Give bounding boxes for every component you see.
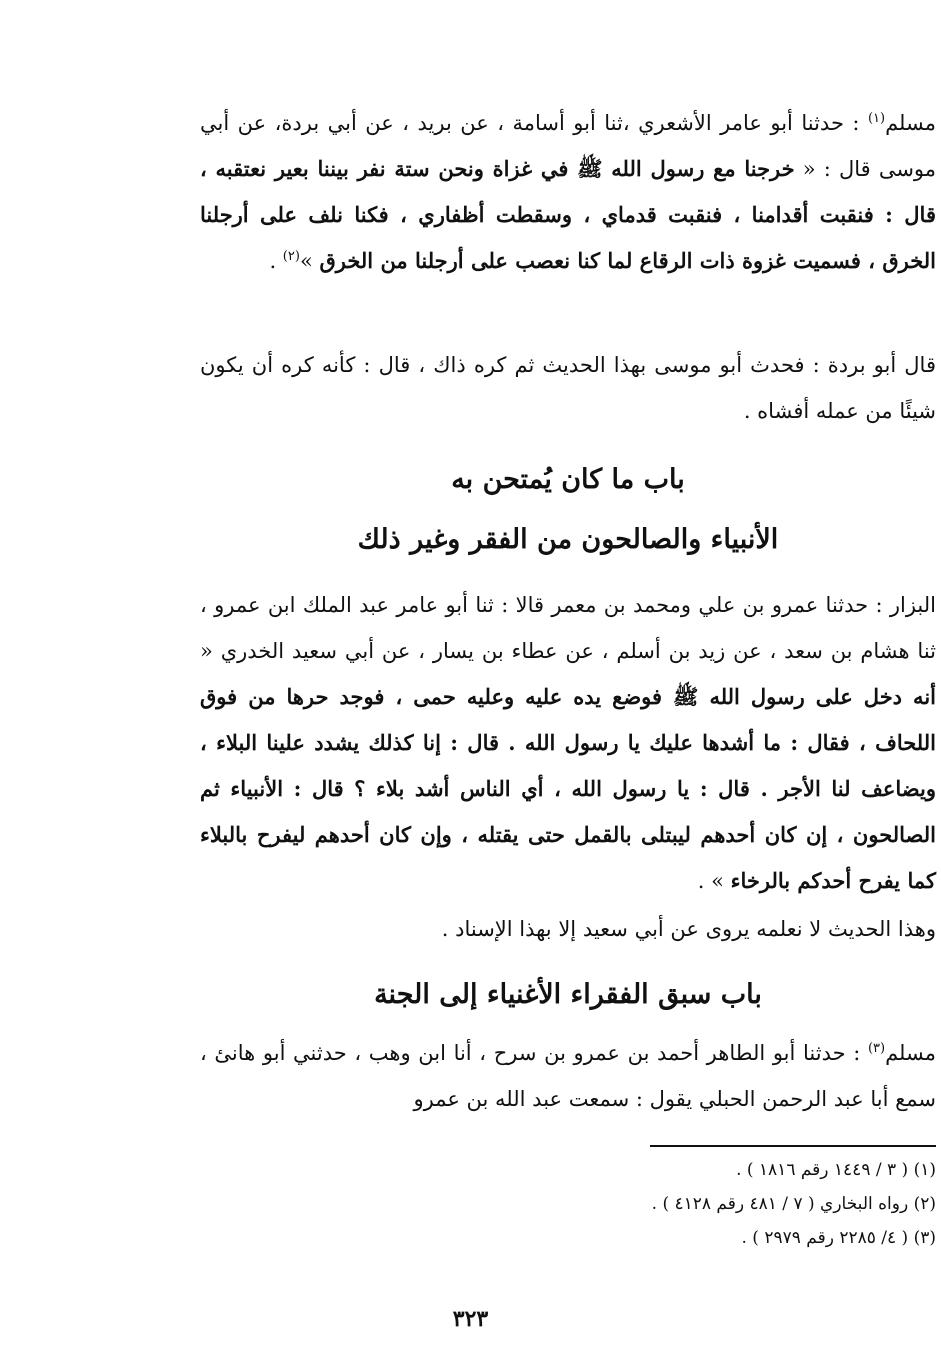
hadith-text: أنه دخل على رسول الله ﷺ فوضع يده عليه وعليه حمى ، فوجد حرها من فوق اللحاف ، فقال : ما أشدها عليك يا رسول الله . قال : إنا كذلك يشدد علينا البلاء ، ويضاعف لنا الأجر . قال : يا رسول الله ، أي الناس أشد بلاء ؟ قال : الأنبياء ثم الصالحون ، إن كان أحدهم ليبتلى بالقمل حتى يقتله ، وإن كان أحدهم ليفرح بالبلاء كما يفرح أحدكم بالرخاء <box>200 684 936 893</box>
footnote-divider <box>650 1145 936 1147</box>
paragraph-abu-burda-note <box>200 342 936 434</box>
text-run: مسلم <box>885 111 936 135</box>
text-run: . <box>269 249 283 273</box>
text-run: : حدثنا أبو عامر الأشعري ،ثنا أبو أسامة ، عن بريد ، عن أبي بردة، عن أبي موسى قال : « <box>200 111 937 181</box>
hadith-text: خرجنا مع رسول الله ﷺ في غزاة ونحن ستة نفر بيننا بعير نعتقبه ، قال : فنقبت أقدامنا ، فنقبت قدماي ، وسقطت أظفاري ، فكنا نلف على أرجلنا الخرق ، فسميت غزوة ذات الرقاع لما كنا نعصب على أرجلنا من الخرق <box>200 156 936 273</box>
footnote-marker: (٣) <box>867 1041 886 1056</box>
heading-line: باب ما كان يُمتحن به <box>451 464 685 495</box>
footnote-item: (٣) ( ٤/ ٢٢٨٥ رقم ٢٩٧٩ ) . <box>741 1228 936 1248</box>
paragraph-muslim-second <box>200 1030 936 1122</box>
text-run: : حدثنا أبو الطاهر أحمد بن عمرو بن سرح ، أنا ابن وهب ، حدثني أبو هانئ ، سمع أبا عبد الرحمن الحبلي يقول : سمعت عبد الله بن عمرو <box>200 1041 936 1111</box>
footnote-item: (١) ( ٣ / ١٤٤٩ رقم ١٨١٦ ) . <box>736 1160 936 1180</box>
footnote-marker: (٢) <box>282 249 300 264</box>
chapter-heading-trials <box>200 455 936 565</box>
footnote-item: (٢) رواه البخاري ( ٧ / ٤٨١ رقم ٤١٢٨ ) . <box>651 1194 936 1214</box>
text-run: » . <box>697 869 731 893</box>
text-run: » <box>299 249 320 273</box>
heading-line: باب سبق الفقراء الأغنياء إلى الجنة <box>374 979 762 1010</box>
footnotes <box>200 1153 936 1255</box>
page-number: ٣٢٣ <box>452 1306 489 1332</box>
footnote-marker: (١) <box>867 111 886 126</box>
heading-line: الأنبياء والصالحون من الفقر وغير ذلك <box>357 524 779 555</box>
paragraph-bazzar-hadith <box>200 582 936 904</box>
text-run: قال أبو بردة : فحدث أبو موسى بهذا الحديث ثم كره ذاك ، قال : كأنه كره أن يكون شيئًا من عمله أفشاه . <box>200 353 936 423</box>
text-run: مسلم <box>885 1041 936 1065</box>
paragraph-muslim-hadith <box>200 100 936 284</box>
text-run: وهذا الحديث لا نعلمه يروى عن أبي سعيد إلا بهذا الإسناد . <box>441 917 936 941</box>
text-run: البزار : حدثنا عمرو بن علي ومحمد بن معمر قالا : ثنا أبو عامر عبد الملك ابن عمرو ، ثنا هشام بن سعد ، عن زيد بن أسلم ، عن عطاء بن يسار ، عن أبي سعيد الخدري « <box>200 593 936 663</box>
paragraph-isnad-note <box>200 906 936 952</box>
chapter-heading-poor-precede-rich <box>200 970 936 1020</box>
